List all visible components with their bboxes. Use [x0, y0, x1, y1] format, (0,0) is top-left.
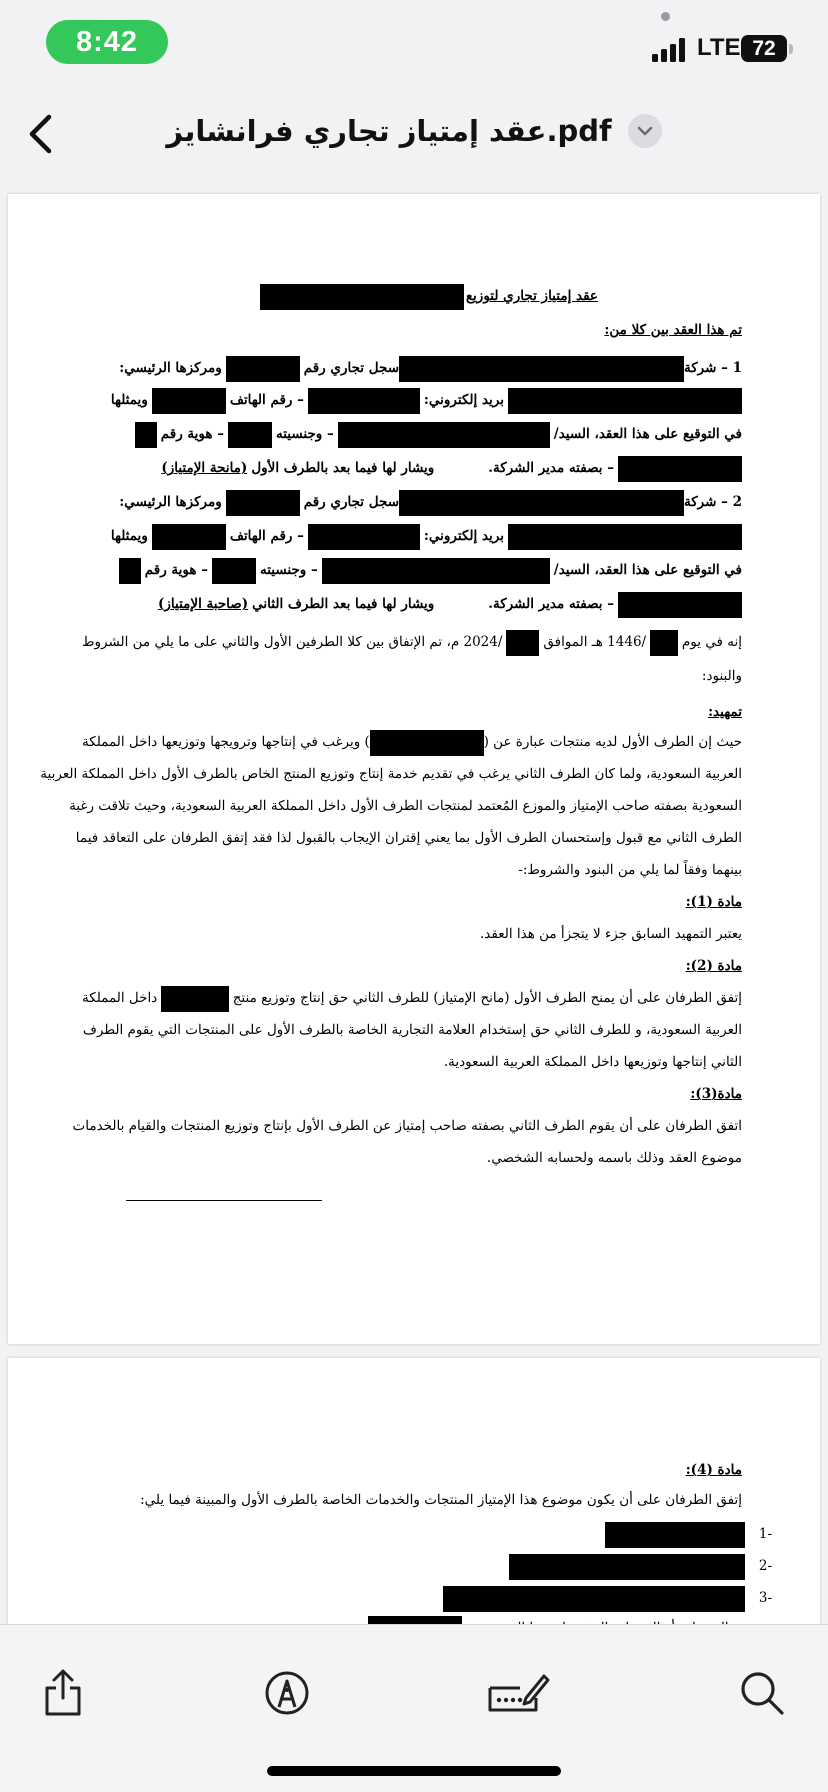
article-3-title: مادة(3): [690, 1086, 742, 1103]
page-2-content [82, 1358, 772, 1628]
redacted-block [119, 558, 141, 584]
article-3-line1: اتفق الطرفان على أن يقوم الطرف الثاني بصفته صاحب إمتياز عن الطرف الأول بإنتاج وتوزيع المنتجات والقيام بالخدمات [72, 1118, 742, 1135]
intro-line: تم هذا العقد بين كلا من: [604, 322, 742, 339]
article-2-title: مادة (2): [685, 958, 742, 975]
party2-line4: – بصفته مدير الشركة. ويشار لها فيما بعد الطرف الثاني (صاحبة الإمتياز) [82, 592, 742, 618]
document-title-menu[interactable] [100, 114, 728, 148]
redacted-block [370, 730, 484, 756]
status-bar [0, 0, 828, 84]
chevron-down-icon [637, 126, 653, 136]
redacted-block [152, 388, 226, 414]
markup-button[interactable] [257, 1663, 317, 1723]
list-item: -1 [605, 1522, 772, 1548]
redacted-block [509, 1554, 745, 1580]
party2-line3: في التوقيع على هذا العقد، السيد/ – وجنسيته – هوية رقم [82, 558, 742, 584]
article-2-line1: إتفق الطرفان على أن يمنح الطرف الأول (مانح الإمتياز) للطرف الثاني حق إنتاج وتوزيع منتج داخل المملكة [82, 986, 742, 1012]
preamble-title: تمهيد: [708, 704, 742, 721]
article-3-line2: موضوع العقد وذلك باسمه ولحسابه الشخصي. [486, 1150, 742, 1167]
redacted-block [508, 524, 742, 550]
redacted-block [508, 388, 742, 414]
pdf-page-2[interactable] [8, 1358, 820, 1628]
redacted-block [338, 422, 550, 448]
article-2-line3: الثاني إنتاجها وتوزيعها داخل المملكة العربية السعودية. [443, 1054, 742, 1071]
redacted-block [308, 388, 420, 414]
chevron-left-icon [27, 113, 53, 155]
article-2-line2: العربية السعودية، و للطرف الثاني حق إستخدام العلامة التجارية الخاصة بالطرف الأول على المنتجات التي يقوم الطرف [82, 1022, 742, 1039]
redacted-block [152, 524, 226, 550]
redacted-block [228, 422, 272, 448]
home-indicator[interactable] [267, 1766, 561, 1776]
battery-tip [789, 44, 793, 54]
footnote-separator [126, 1200, 322, 1201]
redacted-block [161, 986, 228, 1012]
party1-line4: – بصفته مدير الشركة. ويشار لها فيما بعد بالطرف الأول (مانحة الإمتياز) [82, 456, 742, 482]
redacted-block [399, 356, 684, 382]
battery-level: 72 [752, 36, 776, 60]
party2-line2: بريد إلكتروني: – رقم الهاتف ويمثلها [82, 524, 742, 550]
pdf-page-1[interactable] [8, 194, 820, 1344]
cellular-signal-icon [652, 38, 686, 62]
redacted-block [308, 524, 420, 550]
redacted-block [506, 630, 539, 656]
preamble-line3: السعودية بصفته صاحب الإمتياز والموزع المُعتمد لمنتجات الطرف الأول داخل المملكة العربية السعودية، وحيث تلاقت رغبة [69, 798, 742, 815]
title-menu-button[interactable] [628, 114, 662, 148]
redacted-block [322, 558, 550, 584]
preamble-line5: بينهما وفقاً لما يلي من البنود والشروط:- [518, 862, 742, 879]
list-item: -3 [443, 1586, 772, 1612]
navigation-bar [0, 84, 828, 184]
redacted-block [618, 456, 742, 482]
page-1-content [40, 194, 742, 1344]
document-title[interactable]: عقد إمتياز تجاري فرانشايز.pdf [166, 114, 612, 148]
search-button[interactable] [732, 1663, 792, 1723]
redacted-block [399, 490, 684, 516]
back-button[interactable] [18, 106, 62, 162]
date-line: إنه في يوم /1446 هـ الموافق /2024 م، تم الإتفاق بين كلا الطرفين الأول والثاني على ما يلي من الشروط [82, 630, 742, 656]
preamble-line4: الطرف الثاني مع قبول وإستحسان الطرف الأول بما يعني إقتران الإيجاب بالقبول لذا فقد إتفق الطرفان على التعاقد فيما [75, 830, 742, 847]
clock[interactable]: 8:42 [46, 20, 168, 64]
preamble-line2: العربية السعودية، ولما كان الطرف الثاني يرغب في تقديم خدمة إنتاج وتوزيع المنتج الخاص بالطرف الأول داخل المملكة العربية [40, 766, 742, 783]
preamble-line1: حيث إن الطرف الأول لديه منتجات عبارة عن ( ) ويرغب في إنتاجها وترويجها وتوزيعها داخل المملكة [82, 730, 742, 756]
share-button[interactable] [33, 1663, 93, 1723]
article-1-text: يعتبر التمهيد السابق جزء لا يتجزأ من هذا العقد. [480, 926, 742, 943]
list-item: -2 [509, 1554, 772, 1580]
search-icon [739, 1670, 785, 1716]
redacted-block [650, 630, 678, 656]
redacted-block [443, 1586, 745, 1612]
date-line-2: والبنود: [701, 668, 742, 685]
redacted-block [135, 422, 157, 448]
signature-icon [486, 1670, 550, 1716]
redacted-block [212, 558, 256, 584]
article-4-title: مادة (4): [685, 1462, 742, 1479]
network-type: LTE [697, 34, 741, 61]
share-icon [41, 1668, 85, 1718]
redacted-block [618, 592, 742, 618]
party1-line3: في التوقيع على هذا العقد، السيد/ – وجنسيته – هوية رقم [82, 422, 742, 448]
markup-pen-icon [263, 1669, 311, 1717]
contract-heading: عقد إمتياز تجاري لتوزيع [260, 284, 598, 310]
camera-indicator-dot [661, 12, 670, 21]
battery-icon [741, 35, 787, 62]
article-1-title: مادة (1): [685, 894, 742, 911]
redacted-block [226, 356, 300, 382]
party2-line1: 2 – شركة سجل تجاري رقم ومركزها الرئيسي: [82, 490, 742, 516]
article-4-text: إتفق الطرفان على أن يكون موضوع هذا الإمتياز المنتجات والخدمات الخاصة بالطرف الأول والمبينة فيما يلي: [140, 1492, 742, 1509]
party1-line1: 1 – شركة سجل تجاري رقم ومركزها الرئيسي: [82, 356, 742, 382]
redacted-block [605, 1522, 745, 1548]
redacted-block [260, 284, 464, 310]
signature-button[interactable] [488, 1663, 548, 1723]
party1-line2: بريد إلكتروني: – رقم الهاتف ويمثلها [82, 388, 742, 414]
redacted-block [226, 490, 300, 516]
